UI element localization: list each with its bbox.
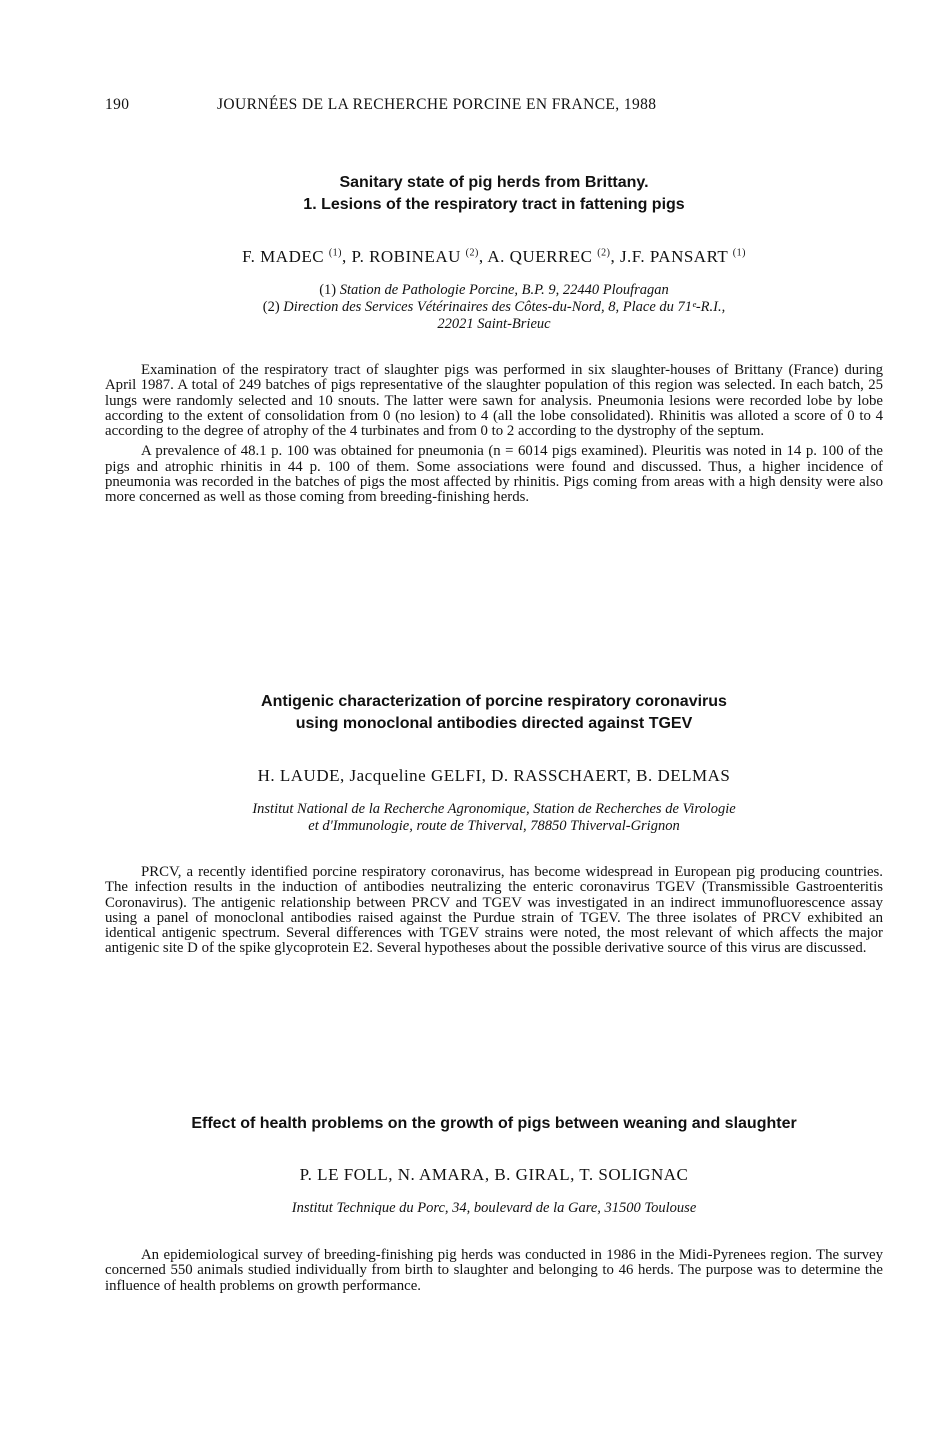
abstract-body [105, 1248, 883, 1294]
affiliation-1: (1) Station de Pathologie Porcine, B.P. 9, 22440 Ploufragan [319, 282, 669, 298]
author: F. MADEC [242, 247, 325, 266]
abstract-1 [105, 172, 883, 506]
journal-title: JOURNÉES DE LA RECHERCHE PORCINE EN FRANCE, 1988 [217, 96, 657, 113]
affiliations [105, 282, 883, 333]
abstract-body [105, 363, 883, 506]
author-affil-mark: (1) [732, 247, 746, 259]
affiliation-2-cont: 22021 Saint-Brieuc [437, 316, 551, 332]
abstract-title: Effect of health problems on the growth of pigs between weaning and slaughter [191, 1115, 797, 1132]
author-list: P. LE FOLL, N. AMARA, B. GIRAL, T. SOLIGNAC [299, 1165, 689, 1184]
abstract-title: Antigenic characterization of porcine respiratory coronavirus using monoclonal antibodies directed against TGEV [261, 693, 727, 732]
abstract-2 [105, 691, 883, 957]
affiliation-2: (2) Direction des Services Vétérinaires des Côtes-du-Nord, 8, Place du 71ᵉ-R.I., [262, 299, 726, 315]
author-list: F. MADEC $^{(1)}$, P. ROBINEAU $^{(2)}$, A. QUERREC $^{(2)}$, J.F. PANSART $^{(1)}$ [242, 247, 746, 266]
author-affil-mark: (1) [328, 247, 342, 259]
page-number: 190 [105, 96, 130, 113]
affiliations [105, 801, 883, 835]
abstract-3 [105, 1113, 883, 1294]
author: J.F. PANSART [619, 247, 728, 266]
author: A. QUERREC [487, 247, 593, 266]
affiliation-1-cont: et d'Immunologie, route de Thiverval, 78850 Thiverval-Grignon [308, 818, 680, 834]
paragraph: PRCV, a recently identified porcine respiratory coronavirus, has become widespread in European pig producing countries. The infection results in the induction of antibodies neutralizing the enteric coronavirus TGEV (Transmissible Gastroenteritis Coronavirus). The antigenic relationship between PRCV and TGEV was investigated in an indirect immunofluorescence assay using a panel of monoclonal antibodies raised against the Purdue strain of TGEV. The three isolates of PRCV exhibited an identical antigenic spectrum. Several differences with TGEV strains were noted, the most relevant of which affects the major antigenic site D of the spike glycoprotein E2. Several hypotheses about the possible derivative source of this virus are discussed. [105, 864, 883, 957]
paragraph: Examination of the respiratory tract of slaughter pigs was performed in six slaughter-houses of Brittany (France) during April 1987. A total of 249 batches of pigs representative of the slaughter population of this region was selected. In each batch, 25 lungs were randomly selected and 10 snouts. The latter were sawn for analysis. Pneumonia lesions were recorded lobe by lobe according to the extent of consolidation from 0 (no lesion) to 4 (all the lobe consolidated). Rhinitis was alloted a score of 0 to 4 according to the degree of atrophy of the 4 turbinates and from 0 to 2 according to the dystrophy of the septum. [105, 362, 883, 440]
author-affil-mark: (2) [597, 247, 611, 259]
affiliation-1: Institut National de la Recherche Agronomique, Station de Recherches de Virologie [252, 801, 736, 817]
paragraph: A prevalence of 48.1 p. 100 was obtained for pneumonia (n = 6014 pigs examined). Pleuritis was noted in 14 p. 100 of the pigs and atrophic rhinitis in 44 p. 100 of them. Some associations were found and discussed. Thus, a higher incidence of pneumonia was recorded in the batches of pigs the most affected by rhinitis. Pigs coming from areas with a high density were also more concerned as well as those coming from breeding-finishing herds. [105, 443, 883, 506]
author: P. ROBINEAU [351, 247, 461, 266]
abstract-title: Sanitary state of pig herds from Brittany. 1. Lesions of the respiratory tract in fattening pigs [303, 174, 685, 213]
abstract-body [105, 865, 883, 957]
author-list: H. LAUDE, Jacqueline GELFI, D. RASSCHAERT, B. DELMAS [257, 766, 731, 785]
affiliation-1: Institut Technique du Porc, 34, boulevard de la Gare, 31500 Toulouse [291, 1200, 697, 1216]
author-affil-mark: (2) [465, 247, 479, 259]
paragraph: An epidemiological survey of breeding-finishing pig herds was conducted in 1986 in the Midi-Pyrenees region. The survey concerned 550 animals studied individually from birth to slaughter and belonging to 46 herds. The purpose was to determine the influence of health problems on growth performance. [105, 1247, 883, 1294]
affiliations [105, 1200, 883, 1217]
